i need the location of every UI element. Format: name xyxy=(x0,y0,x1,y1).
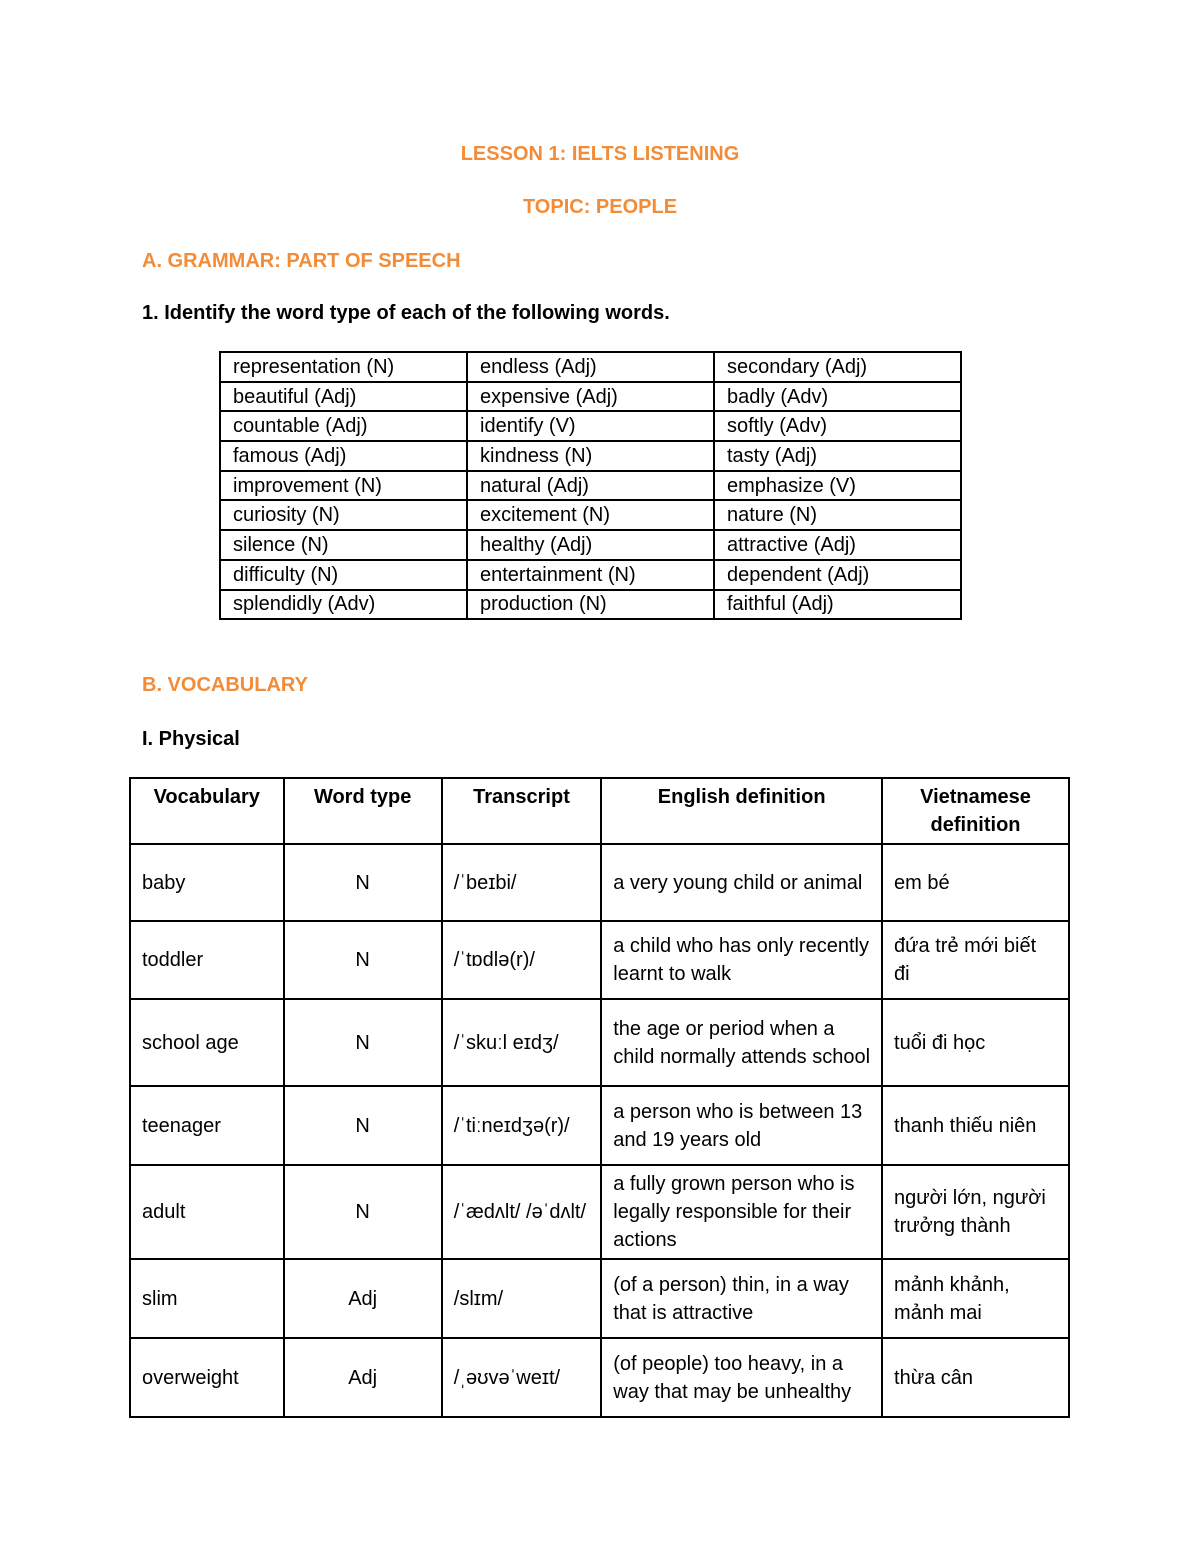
vocab-word-type: N xyxy=(284,1086,442,1165)
vocab-word-type: Adj xyxy=(284,1259,442,1338)
vocab-header-row xyxy=(130,778,1069,844)
section-a-heading: A. GRAMMAR: PART OF SPEECH xyxy=(142,250,461,272)
grammar-cell: emphasize (V) xyxy=(714,471,961,501)
vocab-word: slim xyxy=(130,1259,284,1338)
grammar-cell: endless (Adj) xyxy=(467,352,714,382)
grammar-cell: healthy (Adj) xyxy=(467,530,714,560)
vocab-row xyxy=(130,1086,1069,1165)
vocab-word: toddler xyxy=(130,921,284,999)
grammar-cell: kindness (N) xyxy=(467,441,714,471)
vocab-word: overweight xyxy=(130,1338,284,1417)
grammar-cell: identify (V) xyxy=(467,411,714,441)
vocab-transcript: /slɪm/ xyxy=(442,1259,601,1338)
grammar-cell: countable (Adj) xyxy=(220,411,467,441)
grammar-cell: silence (N) xyxy=(220,530,467,560)
vocab-word-type: N xyxy=(284,999,442,1086)
vocab-vietnamese-definition: thừa cân xyxy=(882,1338,1069,1417)
grammar-cell: softly (Adv) xyxy=(714,411,961,441)
vocab-english-definition: a fully grown person who is legally responsible for their actions xyxy=(601,1165,882,1259)
vocab-english-definition: the age or period when a child normally attends school xyxy=(601,999,882,1086)
physical-subheading: I. Physical xyxy=(142,728,240,750)
grammar-table xyxy=(219,351,962,620)
grammar-cell: expensive (Adj) xyxy=(467,382,714,412)
header-english-definition: English definition xyxy=(601,778,882,844)
grammar-row xyxy=(220,560,961,590)
vocab-transcript: /ˈbeɪbi/ xyxy=(442,844,601,921)
vocab-word-type: N xyxy=(284,1165,442,1259)
vocab-transcript: /ˈtiːneɪdʒə(r)/ xyxy=(442,1086,601,1165)
grammar-row xyxy=(220,382,961,412)
vocab-transcript: /ˌəʊvəˈweɪt/ xyxy=(442,1338,601,1417)
grammar-cell: dependent (Adj) xyxy=(714,560,961,590)
grammar-cell: splendidly (Adv) xyxy=(220,590,467,620)
vocab-english-definition: (of a person) thin, in a way that is attractive xyxy=(601,1259,882,1338)
vocab-vietnamese-definition: đứa trẻ mới biết đi xyxy=(882,921,1069,999)
topic-heading: TOPIC: PEOPLE xyxy=(522,196,678,218)
vocab-transcript: /ˈædʌlt/ /əˈdʌlt/ xyxy=(442,1165,601,1259)
grammar-cell: curiosity (N) xyxy=(220,500,467,530)
grammar-cell: nature (N) xyxy=(714,500,961,530)
grammar-row xyxy=(220,352,961,382)
vocab-row xyxy=(130,1165,1069,1259)
vocab-word-type: N xyxy=(284,921,442,999)
vocabulary-table xyxy=(129,777,1070,1418)
vocab-english-definition: (of people) too heavy, in a way that may be unhealthy xyxy=(601,1338,882,1417)
grammar-cell: entertainment (N) xyxy=(467,560,714,590)
grammar-cell: badly (Adv) xyxy=(714,382,961,412)
vocab-word: school age xyxy=(130,999,284,1086)
vocab-word: adult xyxy=(130,1165,284,1259)
vocab-transcript: /ˈskuːl eɪdʒ/ xyxy=(442,999,601,1086)
grammar-cell: difficulty (N) xyxy=(220,560,467,590)
grammar-row xyxy=(220,471,961,501)
section-b-heading: B. VOCABULARY xyxy=(142,674,308,696)
grammar-row xyxy=(220,590,961,620)
vocab-row xyxy=(130,844,1069,921)
grammar-cell: representation (N) xyxy=(220,352,467,382)
grammar-row xyxy=(220,500,961,530)
vocab-vietnamese-definition: mảnh khảnh, mảnh mai xyxy=(882,1259,1069,1338)
vocab-row xyxy=(130,999,1069,1086)
header-transcript: Transcript xyxy=(442,778,601,844)
grammar-cell: production (N) xyxy=(467,590,714,620)
grammar-row xyxy=(220,530,961,560)
vocab-word-type: Adj xyxy=(284,1338,442,1417)
vocab-english-definition: a very young child or animal xyxy=(601,844,882,921)
grammar-cell: faithful (Adj) xyxy=(714,590,961,620)
vocab-vietnamese-definition: thanh thiếu niên xyxy=(882,1086,1069,1165)
vocab-row xyxy=(130,921,1069,999)
grammar-cell: beautiful (Adj) xyxy=(220,382,467,412)
vocab-word-type: N xyxy=(284,844,442,921)
grammar-cell: famous (Adj) xyxy=(220,441,467,471)
vocab-transcript: /ˈtɒdlə(r)/ xyxy=(442,921,601,999)
vocab-row xyxy=(130,1259,1069,1338)
vocab-english-definition: a person who is between 13 and 19 years old xyxy=(601,1086,882,1165)
vocab-word: baby xyxy=(130,844,284,921)
lesson-title: LESSON 1: IELTS LISTENING xyxy=(460,143,740,165)
vocab-vietnamese-definition: người lớn, người trưởng thành xyxy=(882,1165,1069,1259)
vocab-vietnamese-definition: tuổi đi học xyxy=(882,999,1069,1086)
vocab-row xyxy=(130,1338,1069,1417)
grammar-cell: natural (Adj) xyxy=(467,471,714,501)
grammar-cell: secondary (Adj) xyxy=(714,352,961,382)
grammar-row xyxy=(220,411,961,441)
vocab-word: teenager xyxy=(130,1086,284,1165)
vocab-vietnamese-definition: em bé xyxy=(882,844,1069,921)
vocab-english-definition: a child who has only recently learnt to walk xyxy=(601,921,882,999)
grammar-cell: attractive (Adj) xyxy=(714,530,961,560)
grammar-cell: excitement (N) xyxy=(467,500,714,530)
grammar-cell: improvement (N) xyxy=(220,471,467,501)
header-vietnamese-definition: Vietnamese definition xyxy=(882,778,1069,844)
header-word-type: Word type xyxy=(284,778,442,844)
grammar-cell: tasty (Adj) xyxy=(714,441,961,471)
header-vocabulary: Vocabulary xyxy=(130,778,284,844)
grammar-row xyxy=(220,441,961,471)
exercise-1-instruction: 1. Identify the word type of each of the following words. xyxy=(142,302,670,324)
